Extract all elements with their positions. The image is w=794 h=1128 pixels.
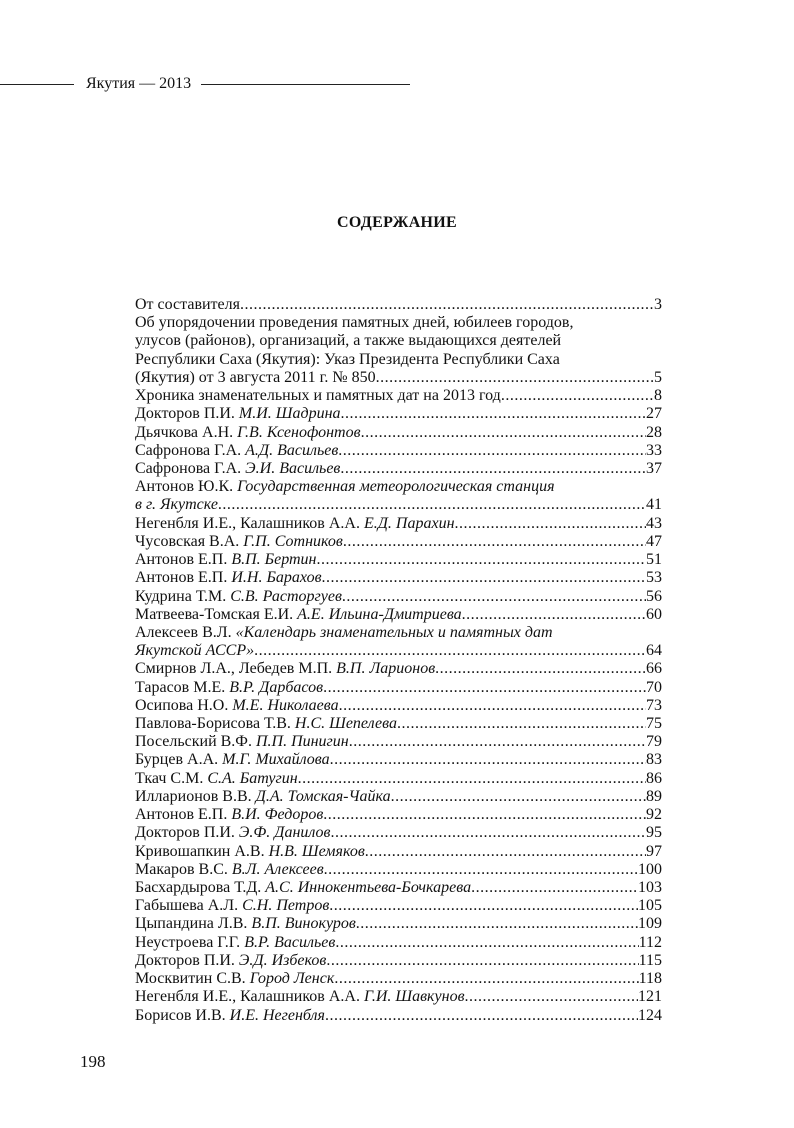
toc-page-number: 37	[646, 459, 662, 477]
toc-author: Антонов Е.П.	[135, 569, 232, 587]
page-title: СОДЕРЖАНИЕ	[336, 214, 458, 231]
toc-line	[135, 697, 662, 715]
toc-line-text	[135, 460, 340, 478]
toc-author: Негенбля И.Е., Калашников А.А.	[135, 988, 364, 1006]
toc-author: Илларионов В.В.	[135, 787, 256, 805]
toc-entry[interactable]	[135, 988, 662, 1006]
leader-dots	[501, 387, 654, 405]
toc-author: Макаров В.С.	[135, 860, 232, 878]
toc-page-number: 66	[646, 660, 662, 678]
toc-title: Д.А. Томская-Чайка	[255, 787, 391, 805]
toc-page-number: 92	[646, 806, 662, 824]
toc-author: Посельский В.Ф.	[135, 733, 256, 751]
leader-dots	[391, 788, 646, 806]
toc-page-number: 115	[638, 951, 662, 969]
toc-title: «Календарь знаменательных и памятных дат	[235, 623, 553, 641]
toc-entry[interactable]	[135, 387, 662, 405]
toc-page-number: 53	[646, 569, 662, 587]
toc-line	[135, 751, 662, 769]
leader-dots	[342, 588, 646, 606]
toc-author: Антонов Ю.К.	[135, 478, 238, 496]
toc-line-text	[135, 733, 349, 751]
toc-page-number: 103	[638, 879, 662, 896]
toc-title: М.Г. Михайлова	[222, 751, 330, 769]
toc-page-number: 79	[646, 733, 662, 751]
toc-author: Кривошапкин А.В.	[135, 842, 269, 860]
leader-dots	[218, 496, 646, 514]
toc-page-number: 28	[646, 423, 662, 441]
toc-title: В.Р. Дарбасов	[229, 678, 324, 696]
toc-title: В.П. Винокуров	[251, 915, 356, 933]
toc-line-text	[135, 405, 341, 423]
toc-author: Сафронова Г.А.	[135, 459, 246, 477]
toc-page-number: 73	[646, 696, 662, 714]
toc-line	[135, 296, 662, 314]
toc-line	[135, 606, 662, 624]
toc-line	[135, 551, 662, 569]
toc-page-number: 43	[646, 514, 662, 532]
leader-dots	[326, 952, 638, 970]
leader-dots	[334, 970, 638, 988]
toc-author: Негенбля И.Е., Калашников А.А.	[135, 514, 364, 532]
toc-entry[interactable]	[135, 551, 662, 569]
toc-author: Осипова Н.О.	[135, 696, 233, 714]
toc-line	[135, 624, 662, 642]
toc-line	[135, 824, 662, 842]
leader-dots	[471, 879, 638, 897]
toc-page-number: 124	[638, 1006, 662, 1024]
toc-line-text	[135, 915, 356, 933]
toc-title: Е.Д. Парахин	[363, 514, 455, 532]
toc-author: Алексеев В.Л.	[135, 623, 236, 641]
toc-page-number: 47	[646, 532, 662, 550]
toc-line	[135, 478, 662, 496]
leader-dots	[338, 442, 646, 460]
toc-title: С.Н. Петров	[242, 897, 330, 915]
toc-page-number: 105	[638, 897, 662, 915]
toc-author: Ткач С.М.	[135, 769, 208, 787]
toc-line	[135, 879, 662, 897]
toc-line-text	[135, 533, 343, 551]
toc-entry[interactable]	[135, 879, 662, 897]
toc-title: Город Ленск	[249, 970, 335, 988]
toc-author: Докторов П.И.	[135, 951, 239, 969]
toc-entry[interactable]	[135, 515, 662, 533]
toc-page-number: 75	[646, 715, 662, 733]
toc-line-text	[135, 824, 331, 842]
leader-dots	[330, 751, 646, 769]
toc-title: Э.И. Васильев	[245, 459, 341, 477]
toc-author: Антонов Е.П.	[135, 806, 232, 824]
toc-page-number: 60	[646, 605, 662, 623]
toc-author: Смирнов Л.А., Лебедев М.П.	[135, 660, 337, 678]
toc-entry[interactable]	[135, 970, 662, 988]
toc-line	[135, 715, 662, 733]
toc-title: Г.В. Ксенофонтов	[237, 423, 361, 441]
leader-dots	[435, 660, 646, 678]
running-head	[0, 74, 410, 94]
toc-page-number: 51	[646, 551, 662, 569]
toc-title: В.П. Бертин	[231, 551, 317, 569]
toc-title: Н.В. Шемяков	[268, 842, 365, 860]
toc-page-number: 89	[646, 787, 662, 805]
toc-entry[interactable]	[135, 533, 662, 551]
table-of-contents	[135, 296, 662, 1025]
toc-title: в г. Якутске	[135, 496, 218, 514]
toc-title: Н.С. Шепелева	[294, 715, 397, 733]
toc-author: Москвитин С.В.	[135, 970, 250, 988]
toc-title: П.П. Пинигин	[255, 733, 349, 751]
toc-line	[135, 952, 662, 970]
leader-dots	[323, 806, 646, 824]
toc-entry[interactable]	[135, 588, 662, 606]
toc-line	[135, 515, 662, 533]
toc-entry[interactable]	[135, 770, 662, 788]
leader-dots	[397, 715, 646, 733]
toc-line	[135, 569, 662, 587]
toc-line	[135, 314, 662, 332]
toc-line-text	[135, 770, 298, 788]
toc-title: А.Е. Ильина-Дмитриева	[297, 605, 462, 623]
toc-line	[135, 970, 662, 988]
leader-dots	[462, 606, 646, 624]
toc-page-number: 109	[638, 915, 662, 933]
toc-entry[interactable]	[135, 915, 662, 933]
toc-author: Докторов П.И.	[135, 405, 239, 423]
toc-page-number: 33	[646, 441, 662, 459]
toc-entry[interactable]	[135, 1007, 662, 1025]
toc-title: М.Е. Николаева	[232, 696, 339, 714]
toc-line	[135, 915, 662, 933]
leader-dots	[341, 405, 646, 423]
toc-line-text	[135, 861, 324, 879]
leader-dots	[323, 679, 646, 697]
toc-title: Г.И. Шавкунов	[363, 988, 465, 1006]
leader-dots	[317, 551, 647, 569]
toc-title: И.Н. Барахов	[231, 569, 322, 587]
toc-title: Государственная метеорологическая станция	[237, 478, 555, 496]
running-head-rule-right	[201, 84, 410, 85]
toc-line	[135, 788, 662, 806]
toc-line-text	[135, 351, 560, 369]
toc-entry[interactable]	[135, 424, 662, 442]
toc-line	[135, 442, 662, 460]
toc-author: Матвеева-Томская Е.И.	[135, 605, 298, 623]
leader-dots	[343, 533, 646, 551]
toc-line-text	[135, 715, 397, 733]
toc-page-number: 5	[654, 368, 662, 386]
leader-dots	[240, 296, 654, 314]
toc-entry[interactable]	[135, 460, 662, 478]
toc-line-text	[135, 970, 334, 988]
toc-line	[135, 806, 662, 824]
toc-line	[135, 897, 662, 915]
toc-line	[135, 460, 662, 478]
toc-line-text	[135, 588, 342, 606]
toc-author: Бурцев А.А.	[135, 751, 223, 769]
leader-dots	[465, 988, 638, 1006]
toc-entry[interactable]	[135, 952, 662, 970]
toc-page-number: 97	[646, 842, 662, 860]
toc-entry[interactable]	[135, 788, 662, 806]
toc-line-text	[135, 806, 323, 824]
toc-author: Антонов Е.П.	[135, 551, 232, 569]
toc-line-text	[135, 369, 376, 387]
toc-entry[interactable]	[135, 697, 662, 715]
toc-line	[135, 332, 662, 350]
toc-author: Неустроева Г.Г.	[135, 933, 245, 951]
toc-author: Об упорядочении проведения памятных дней, юбилеев городов,	[135, 314, 574, 332]
toc-line-text	[135, 551, 317, 569]
toc-title: В.Л. Алексеев	[231, 860, 324, 878]
running-head-text: Якутия — 2013	[86, 75, 192, 92]
leader-dots	[356, 915, 638, 933]
toc-entry[interactable]	[135, 715, 662, 733]
toc-line-text	[135, 897, 329, 915]
toc-line	[135, 733, 662, 751]
toc-line-text	[135, 1007, 325, 1025]
toc-author: Басхардырова Т.Д.	[135, 879, 266, 896]
toc-author: Хроника знаменательных и памятных дат на 2013 год	[135, 387, 501, 405]
toc-title: С.В. Расторгуев	[230, 587, 342, 605]
toc-author: Тарасов М.Е.	[135, 678, 230, 696]
toc-entry[interactable]	[135, 624, 662, 660]
leader-dots	[298, 770, 646, 788]
leader-dots	[361, 424, 646, 442]
toc-page-number: 121	[638, 988, 662, 1006]
toc-author: Республики Саха (Якутия): Указ Президента Республики Саха	[135, 350, 560, 368]
toc-title: Э.Д. Избеков	[238, 951, 327, 969]
toc-entry[interactable]	[135, 569, 662, 587]
leader-dots	[340, 460, 646, 478]
toc-title: Г.П. Сотников	[243, 532, 343, 550]
leader-dots	[376, 369, 654, 387]
toc-line	[135, 387, 662, 405]
toc-author: (Якутия) от 3 августа 2011 г. № 850	[135, 368, 376, 386]
leader-dots	[455, 515, 647, 533]
toc-page-number: 83	[646, 751, 662, 769]
leader-dots	[254, 642, 646, 660]
toc-line-text	[135, 988, 465, 1006]
toc-author: Дьячкова А.Н.	[135, 423, 238, 441]
page-number: 198	[80, 1052, 106, 1071]
toc-line-text	[135, 952, 326, 970]
toc-author: Докторов П.И.	[135, 824, 239, 842]
toc-author: Павлова-Борисова Т.В.	[135, 715, 295, 733]
toc-line-text	[135, 478, 555, 496]
toc-page-number: 56	[646, 587, 662, 605]
toc-entry[interactable]	[135, 478, 662, 514]
toc-page-number: 100	[638, 860, 662, 878]
leader-dots	[335, 934, 638, 952]
toc-entry[interactable]	[135, 806, 662, 824]
toc-entry[interactable]	[135, 733, 662, 751]
toc-line	[135, 660, 662, 678]
toc-title: И.Е. Негенбля	[229, 1006, 325, 1024]
toc-entry[interactable]	[135, 679, 662, 697]
toc-title: Якутской АССР»	[135, 642, 255, 660]
toc-line-text	[135, 387, 501, 405]
toc-line	[135, 533, 662, 551]
toc-line-text	[135, 934, 335, 952]
toc-line	[135, 405, 662, 423]
toc-line-text	[135, 788, 391, 806]
toc-title: Э.Ф. Данилов	[238, 824, 331, 842]
toc-line-text	[135, 515, 455, 533]
toc-line	[135, 934, 662, 952]
leader-dots	[339, 697, 646, 715]
toc-title: М.И. Шадрина	[238, 405, 341, 423]
toc-page-number: 27	[646, 405, 662, 423]
toc-line-text	[135, 697, 339, 715]
toc-page-number: 70	[646, 678, 662, 696]
toc-line-text	[135, 751, 330, 769]
toc-title: А.С. Иннокентьева-Бочкарева	[265, 879, 472, 896]
toc-line	[135, 424, 662, 442]
toc-line	[135, 588, 662, 606]
toc-line-text	[135, 296, 240, 314]
toc-author: Чусовская В.А.	[135, 532, 244, 550]
toc-line-text	[135, 496, 218, 514]
toc-author: Борисов И.В.	[135, 1006, 230, 1024]
toc-line	[135, 351, 662, 369]
leader-dots	[325, 1007, 638, 1025]
toc-author: улусов (районов), организаций, а также выдающихся деятелей	[135, 332, 562, 350]
toc-title: С.А. Батугин	[207, 769, 298, 787]
toc-line	[135, 988, 662, 1006]
toc-line	[135, 642, 662, 660]
leader-dots	[365, 843, 646, 861]
toc-page-number: 41	[646, 496, 662, 514]
toc-line-text	[135, 624, 553, 642]
toc-entry[interactable]	[135, 751, 662, 769]
toc-entry[interactable]	[135, 442, 662, 460]
toc-page-number: 64	[646, 642, 662, 660]
toc-line-text	[135, 679, 323, 697]
toc-line-text	[135, 424, 361, 442]
toc-line	[135, 369, 662, 387]
toc-line-text	[135, 879, 471, 897]
leader-dots	[322, 569, 646, 587]
leader-dots	[324, 861, 638, 879]
toc-line-text	[135, 332, 561, 350]
toc-line	[135, 679, 662, 697]
toc-line-text	[135, 569, 322, 587]
leader-dots	[349, 733, 646, 751]
toc-line	[135, 496, 662, 514]
toc-line-text	[135, 442, 338, 460]
toc-line-text	[135, 606, 462, 624]
toc-page-number: 8	[654, 387, 662, 405]
toc-entry[interactable]	[135, 824, 662, 842]
leader-dots	[329, 897, 638, 915]
toc-title: А.Д. Васильев	[245, 441, 339, 459]
toc-entry[interactable]	[135, 606, 662, 624]
toc-author: От составителя	[135, 296, 240, 313]
toc-entry[interactable]	[135, 296, 662, 314]
toc-page-number: 118	[638, 970, 662, 988]
toc-page-number: 95	[646, 824, 662, 842]
toc-author: Сафронова Г.А.	[135, 441, 246, 459]
toc-entry[interactable]	[135, 314, 662, 387]
toc-line-text	[135, 843, 365, 861]
toc-author: Габышева А.Л.	[135, 897, 243, 915]
toc-entry[interactable]	[135, 934, 662, 952]
toc-entry[interactable]	[135, 405, 662, 423]
running-head-rule-left	[0, 84, 74, 85]
toc-page-number: 3	[654, 296, 662, 313]
toc-entry[interactable]	[135, 897, 662, 915]
toc-page-number: 112	[638, 933, 662, 951]
toc-line-text	[135, 314, 573, 332]
toc-author: Кудрина Т.М.	[135, 587, 231, 605]
leader-dots	[331, 824, 647, 842]
toc-line	[135, 1007, 662, 1025]
toc-title: В.И. Федоров	[231, 806, 324, 824]
toc-entry[interactable]	[135, 843, 662, 861]
toc-entry[interactable]	[135, 660, 662, 678]
toc-line	[135, 770, 662, 788]
toc-line-text	[135, 642, 254, 660]
toc-line	[135, 861, 662, 879]
toc-author: Цыпандина Л.В.	[135, 915, 252, 933]
toc-entry[interactable]	[135, 861, 662, 879]
toc-line-text	[135, 660, 435, 678]
toc-page-number: 86	[646, 769, 662, 787]
toc-line	[135, 843, 662, 861]
toc-title: В.Р. Васильев	[244, 933, 336, 951]
toc-title: В.П. Ларионов	[336, 660, 436, 678]
